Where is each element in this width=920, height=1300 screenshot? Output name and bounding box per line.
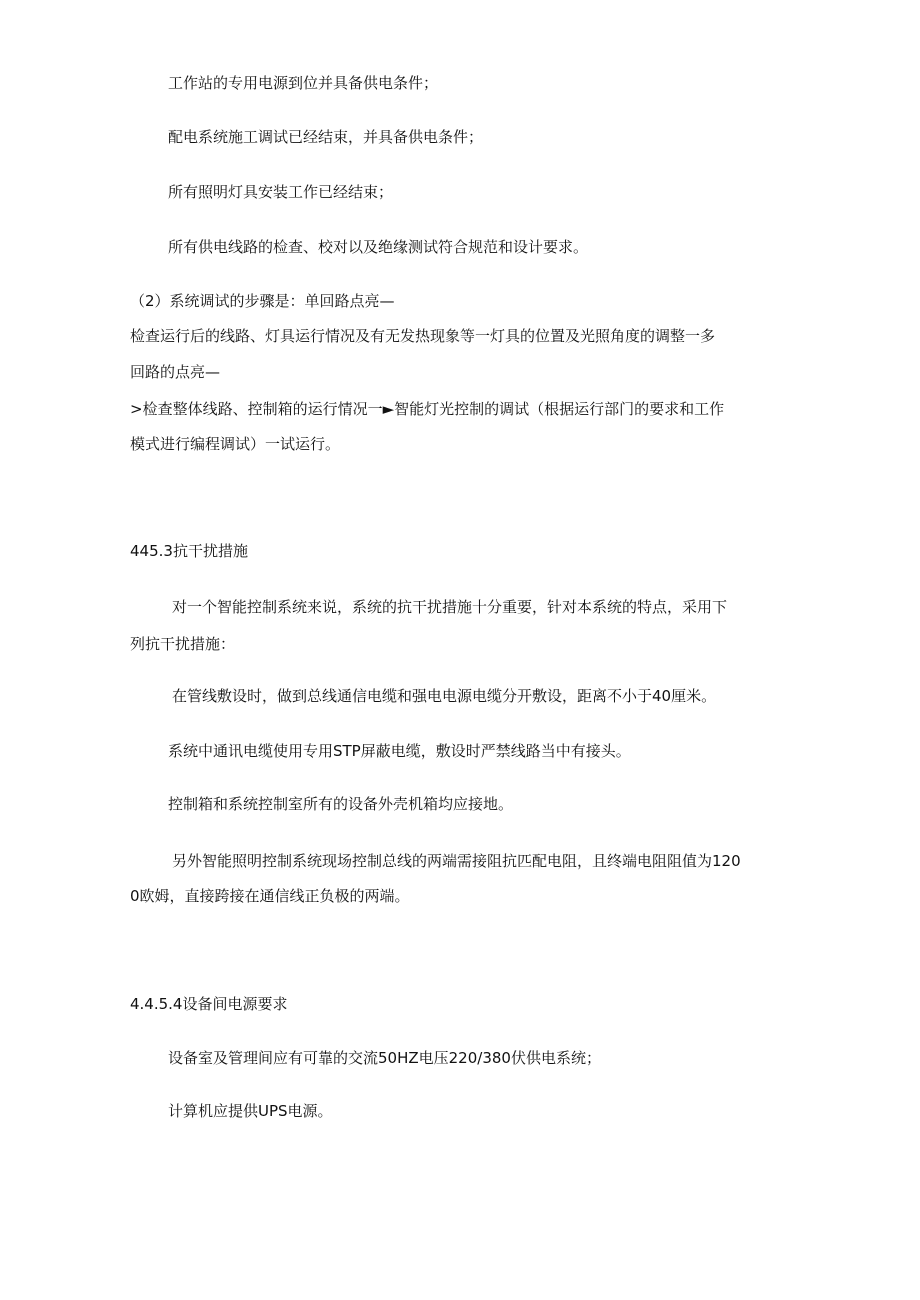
text-line-anti-interference-intro: 对一个智能控制系统来说，系统的抗干扰措施十分重要，针对本系统的特点，采用下 — [172, 598, 728, 616]
text-line-debug-steps-3: 回路的点亮— — [130, 363, 221, 381]
text-line-ups: 计算机应提供UPS电源。 — [168, 1102, 333, 1120]
text-line-debug-steps-4: >检查整体线路、控制箱的运行情况一►智能灯光控制的调试（根据运行部门的要求和工作 — [130, 400, 725, 418]
text-line-termination-resistor: 另外智能照明控制系统现场控制总线的两端需接阻抗匹配电阻，且终端电阻阻值为120 — [172, 852, 741, 870]
text-line-grounding: 控制箱和系统控制室所有的设备外壳机箱均应接地。 — [168, 795, 514, 813]
section-heading-power-requirements: 4.4.5.4设备间电源要求 — [130, 995, 288, 1013]
text-line-debug-steps-2: 检查运行后的线路、灯具运行情况及有无发热现象等一灯具的位置及光照角度的调整一多 — [130, 327, 716, 345]
section-heading-anti-interference: 445.3抗干扰措施 — [130, 542, 248, 560]
text-line-termination-resistor-2: 0欧姆，直接跨接在通信线正负极的两端。 — [130, 887, 410, 905]
text-line-stp-cable: 系统中通讯电缆使用专用STP屏蔽电缆，敷设时严禁线路当中有接头。 — [168, 742, 631, 760]
text-line-distribution-done: 配电系统施工调试已经结束，并具备供电条件； — [168, 128, 484, 146]
text-line-power-ready: 工作站的专用电源到位并具备供电条件； — [168, 74, 439, 92]
text-line-lighting-installed: 所有照明灯具安装工作已经结束； — [168, 183, 394, 201]
text-line-wiring-tested: 所有供电线路的检查、校对以及绝缘测试符合规范和设计要求。 — [168, 238, 589, 256]
text-line-debug-steps-5: 模式进行编程调试）一试运行。 — [130, 435, 341, 453]
text-line-anti-interference-intro-2: 列抗干扰措施： — [130, 635, 236, 653]
text-line-ac-supply: 设备室及管理间应有可靠的交流50HZ电压220/380伏供电系统； — [168, 1049, 601, 1067]
text-line-cable-separation: 在管线敷设时，做到总线通信电缆和强电电源电缆分开敷设，距离不小于40厘米。 — [172, 687, 717, 705]
text-line-debug-steps: （2）系统调试的步骤是：单回路点亮— — [130, 292, 395, 310]
